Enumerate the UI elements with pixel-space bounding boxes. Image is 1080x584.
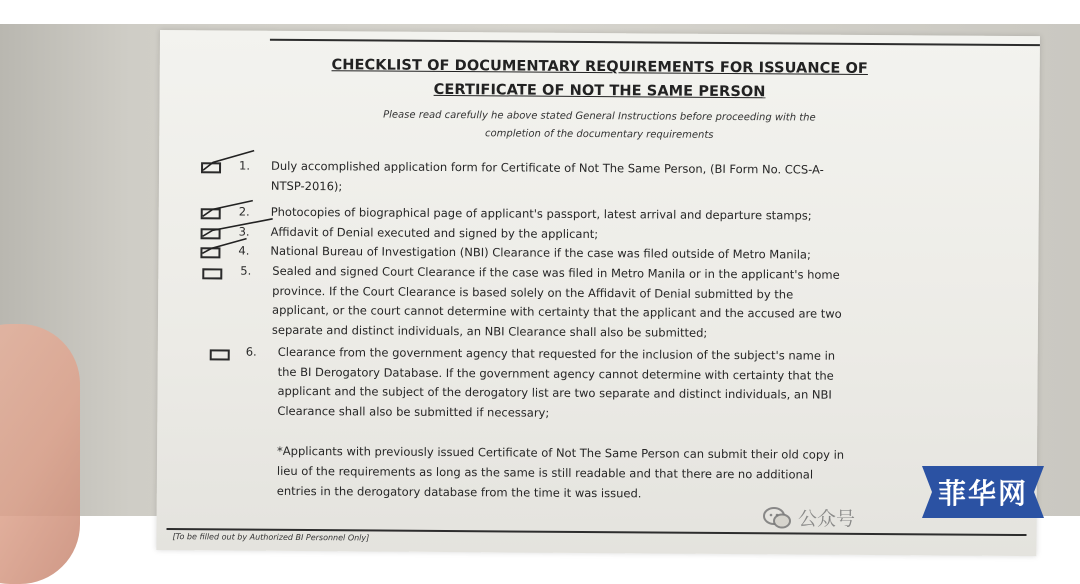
item-number: 1. xyxy=(239,158,251,173)
photo-background xyxy=(0,24,1080,543)
checkbox-item-6 xyxy=(210,349,230,360)
document-title-line-1: CHECKLIST OF DOCUMENTARY REQUIREMENTS FOR ISSUANCE OF xyxy=(331,57,868,77)
top-rule xyxy=(270,39,1040,46)
footnote-line: *Applicants with previously issued Certificate of Not The Same Person can submit their old copy in xyxy=(277,443,845,462)
instruction-line-2: completion of the documentary requirements xyxy=(484,128,714,141)
item-text-line: applicant and the subject of the derogatory list are two separate and distinct individuals, an NBI xyxy=(277,383,832,402)
item-text-line: Affidavit of Denial executed and signed by the applicant; xyxy=(270,224,599,242)
item-text-line: Clearance from the government agency that requested for the inclusion of the subject's name in xyxy=(277,344,836,363)
item-text-line: applicant, or the court cannot determine with certainty that the applicant and the accused are two xyxy=(272,302,842,321)
item-text-line: Clearance shall also be submitted if necessary; xyxy=(277,403,550,420)
document-title-line-2: CERTIFICATE OF NOT THE SAME PERSON xyxy=(433,81,766,101)
item-text-line: Photocopies of biographical page of applicant's passport, latest arrival and departure stamps; xyxy=(270,204,812,223)
item-text-line: Duly accomplished application form for Certificate of Not The Same Person, (BI Form No. CCS-A- xyxy=(271,158,824,177)
instruction-line-1: Please read carefully he above stated General Instructions before proceeding with the xyxy=(383,109,816,124)
checkbox-item-5 xyxy=(202,268,222,279)
item-text-line: the BI Derogatory Database. If the government agency cannot determine with certainty that the xyxy=(277,364,834,383)
checkmark-icon xyxy=(198,235,258,265)
item-text-line: Sealed and signed Court Clearance if the case was filed in Metro Manila or in the applicant's home xyxy=(272,263,840,282)
item-number: 4. xyxy=(238,243,250,258)
checklist-item-6 xyxy=(158,342,1038,420)
item-text-line: National Bureau of Investigation (NBI) Clearance if the case was filed outside of Metro Manila; xyxy=(270,243,811,262)
item-number: 3. xyxy=(238,224,250,239)
item-number: 2. xyxy=(238,204,250,219)
bottom-note: [To be filled out by Authorized BI Personnel Only] xyxy=(172,532,370,543)
footnote xyxy=(277,441,857,505)
item-text xyxy=(277,343,858,425)
finger-holding-paper xyxy=(0,324,80,584)
item-text xyxy=(272,262,859,344)
checklist-item-2 xyxy=(159,202,1039,223)
site-logo-watermark xyxy=(916,462,1050,522)
item-text-line: NTSP-2016); xyxy=(270,178,343,193)
footnote-line: entries in the derogatory database from the time it was issued. xyxy=(276,483,642,501)
item-text-line: province. If the Court Clearance is based solely on the Affidavit of Denial submitted by the xyxy=(272,283,794,301)
social-watermark-text: 公众号 xyxy=(798,508,856,530)
footnote-line: lieu of the requirements as long as the same is still readable and that there are no additional xyxy=(276,463,814,482)
item-text-line: separate and distinct individuals, an NBI Clearance shall also be submitted; xyxy=(271,322,708,340)
item-text xyxy=(271,157,859,200)
item-number: 6. xyxy=(245,344,257,359)
checkmark-icon xyxy=(199,148,259,178)
document-page xyxy=(156,30,1040,556)
logo-text: 菲华网 xyxy=(937,477,1028,510)
checklist-item-1 xyxy=(159,156,1039,193)
social-watermark xyxy=(762,504,855,531)
wechat-icon xyxy=(762,506,792,530)
item-number: 5. xyxy=(240,263,252,278)
